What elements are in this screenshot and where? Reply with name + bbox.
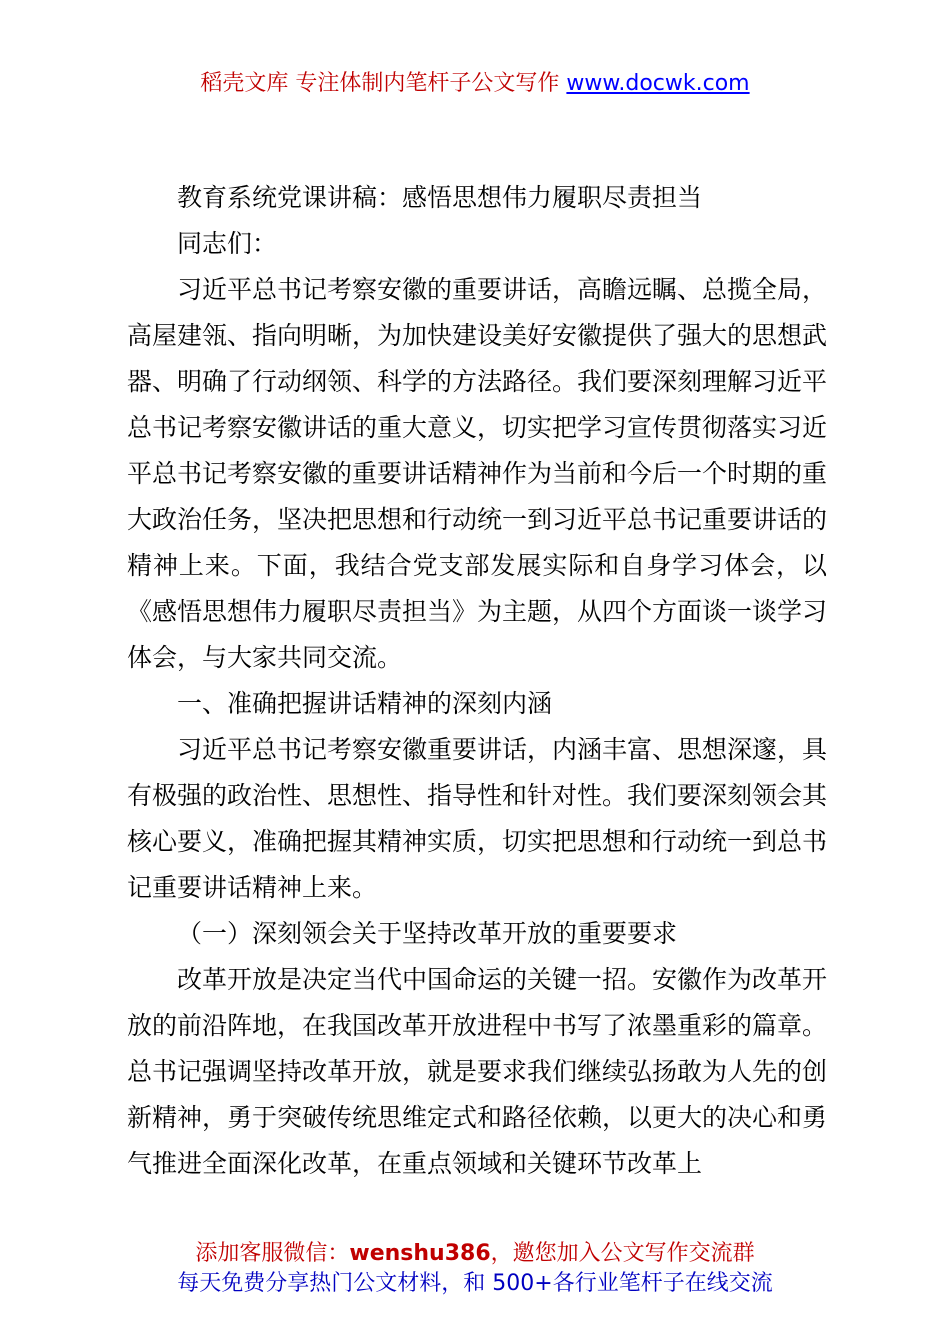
footer-wechat-id: wenshu386 xyxy=(349,1241,491,1266)
paragraph-subsection-1: 改革开放是决定当代中国命运的关键一招。安徽作为改革开放的前沿阵地，在我国改革开放进程中书写了浓墨重彩的篇章。总书记强调坚持改革开放，就是要求我们继续弘扬敢为人先的创新精神，勇于突破传统思维定式和路径依赖，以更大的决心和勇气推进全面深化改革，在重点领域和关键环节改革上 xyxy=(127,965,828,1178)
footer-contact-prefix: 添加客服微信： xyxy=(195,1241,350,1266)
paragraph-intro: 习近平总书记考察安徽的重要讲话，高瞻远瞩、总揽全局，高屋建瓴、指向明晰，为加快建设美好安徽提供了强大的思想武器、明确了行动纲领、科学的方法路径。我们要深刻理解习近平总书记考察安徽讲话的重大意义，切实把学习宣传贯彻落实习近平总书记考察安徽的重要讲话精神作为当前和今后一个时期的重大政治任务，坚决把思想和行动统一到习近平总书记重要讲话的精神上来。下面，我结合党支部发展实际和自身学习体会，以《感悟思想伟力履职尽责担当》为主题，从四个方面谈一谈学习体会，与大家共同交流。 xyxy=(127,275,828,672)
header-brand: 稻壳文库 专注体制内笔杆子公文写作 xyxy=(200,71,560,96)
salutation: 同志们： xyxy=(177,229,278,258)
footer-contact-line xyxy=(0,1239,950,1269)
section-heading-1: 一、准确把握讲话精神的深刻内涵 xyxy=(177,689,553,718)
footer-promo-line: 每天免费分享热门公文材料，和 500+各行业笔杆子在线交流 xyxy=(177,1271,773,1296)
subsection-heading-1: （一）深刻领会关于坚持改革开放的重要要求 xyxy=(177,919,678,948)
paragraph-section-1: 习近平总书记考察安徽重要讲话，内涵丰富、思想深邃，具有极强的政治性、思想性、指导性和针对性。我们要深刻领会其核心要义，准确把握其精神实质，切实把思想和行动统一到总书记重要讲话精神上来。 xyxy=(127,735,828,902)
document-body xyxy=(127,175,827,1187)
page-footer xyxy=(0,1239,950,1299)
document-title: 教育系统党课讲稿：感悟思想伟力履职尽责担当 xyxy=(177,183,703,212)
header-site-link[interactable]: www.docwk.com xyxy=(566,71,750,96)
page-header xyxy=(0,68,950,100)
footer-contact-suffix: ，邀您加入公文写作交流群 xyxy=(490,1241,755,1266)
